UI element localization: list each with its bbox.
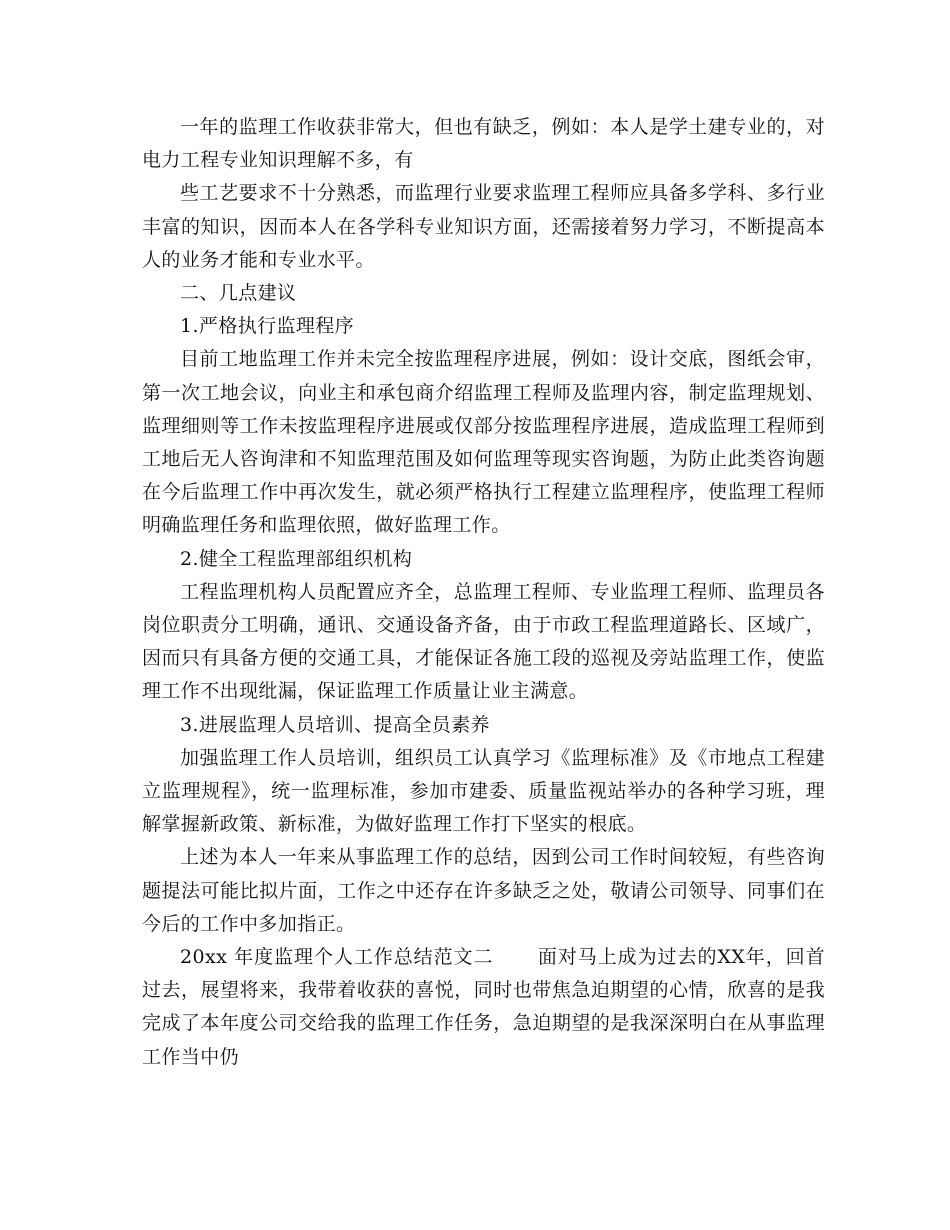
paragraph-shortcomings-1: 一年的监理工作收获非常大，但也有缺乏，例如：本人是学土建专业的，对电力工程专业知识理解不多，有 bbox=[142, 116, 825, 172]
paragraph-procedure: 目前工地监理工作并未完全按监理程序进展，例如：设计交底，图纸会审，第一次工地会议，向业主和承包商介绍监理工程师及监理内容，制定监理规划、监理细则等工作未按监理程序进展或仅部分按监理程序进展，造成监理工程师到工地后无人咨询津和不知监理范围及如何监理等现实咨询题，为防止此类咨询题在今后监理工作中再次发生，就必须严格执行工程建立监理程序，使监理工程师明确监理任务和监理依照，做好监理工作。 bbox=[142, 348, 825, 537]
paragraph-training: 加强监理工作人员培训，组织员工认真学习《监理标准》及《市地点工程建立监理规程》，统一监理标准，参加市建委、质量监视站举办的各种学习班，理解掌握新政策、新标准，为做好监理工作打下坚实的根底。 bbox=[142, 746, 825, 836]
subheading-1: 1.严格执行监理程序 bbox=[180, 315, 355, 338]
subheading-3: 3.进展监理人员培训、提高全员素养 bbox=[180, 713, 490, 736]
sample-body: 面对马上成为过去的XX年，回首过去，展望将来，我带着收获的喜悦，同时也带焦急迫期望的心情，欣喜的是我完成了本年度公司交给我的监理工作任务，急迫期望的是我深深明白在从事监理工作当中仍 bbox=[142, 946, 825, 1068]
document-body bbox=[142, 111, 825, 1074]
paragraph-second-sample bbox=[142, 941, 825, 1074]
paragraph-conclusion: 上述为本人一年来从事监理工作的总结，因到公司工作时间较短，有些咨询题提法可能比拟片面，工作之中还存在许多缺乏之处，敬请公司领导、同事们在今后的工作中多加指正。 bbox=[142, 846, 825, 935]
sample-title: 20xx 年度监理个人工作总结范文二 bbox=[180, 946, 494, 969]
paragraph-organization: 工程监理机构人员配置应齐全，总监理工程师、专业监理工程师、监理员各岗位职责分工明确，通讯、交通设备齐备，由于市政工程监理道路长、区域广，因而只有具备方便的交通工具，才能保证各施工段的巡视及旁站监理工作，使监理工作不出现纰漏，保证监理工作质量让业主满意。 bbox=[142, 580, 825, 703]
subheading-2: 2.健全工程监理部组织机构 bbox=[180, 547, 413, 570]
section-heading-suggestions: 二、几点建议 bbox=[180, 282, 297, 305]
paragraph-shortcomings-2: 些工艺要求不十分熟悉，而监理行业要求监理工程师应具备多学科、多行业丰富的知识，因而本人在各学科专业知识方面，还需接着努力学习，不断提高本人的业务才能和专业水平。 bbox=[142, 182, 825, 271]
